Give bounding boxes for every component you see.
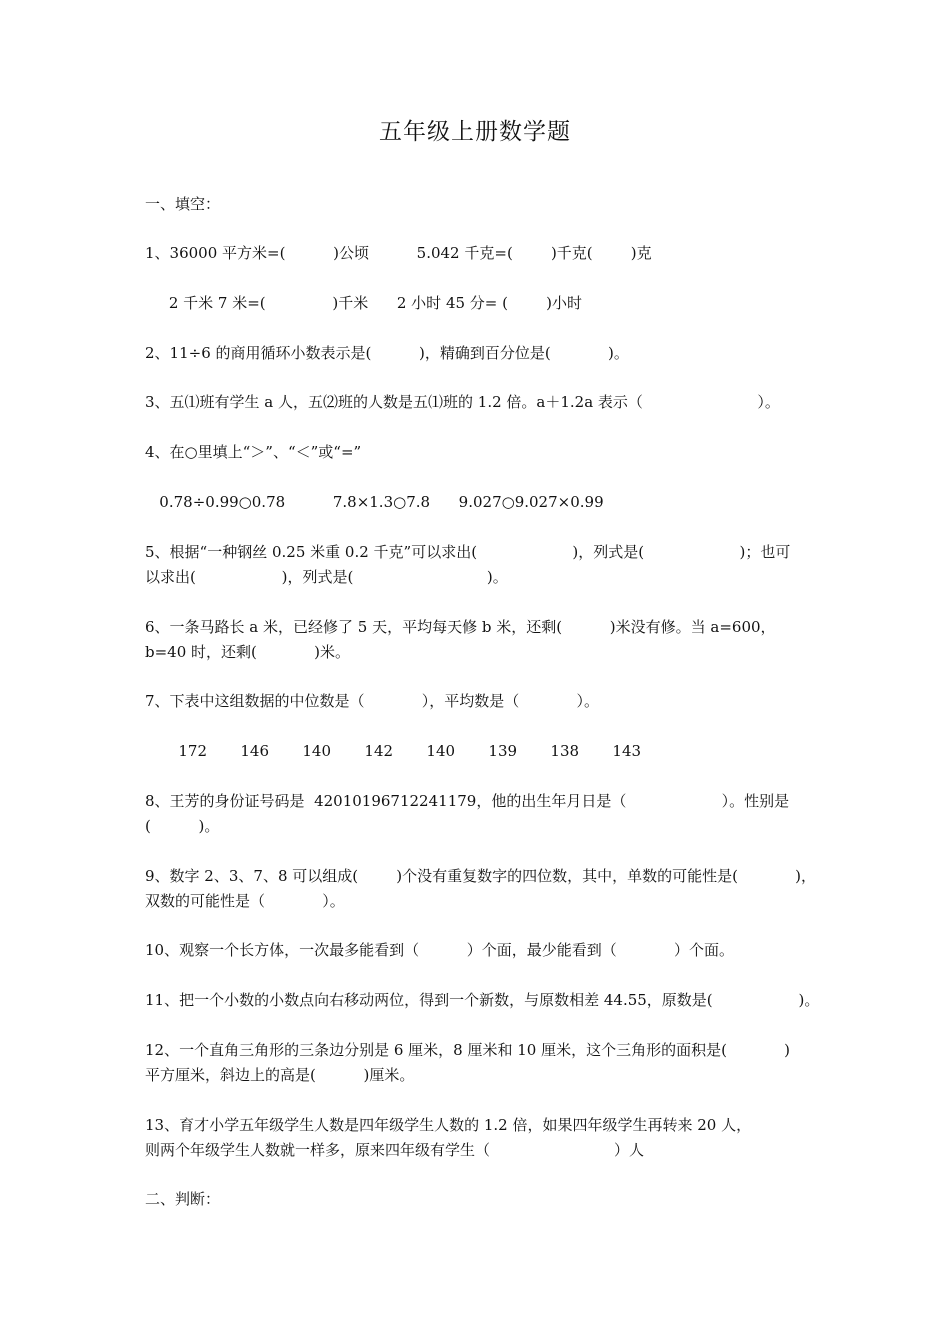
question-4-comparisons: 0.78÷0.99○0.78 7.8×1.3○7.8 9.027○9.027×0.99: [145, 493, 604, 511]
question-1-line-2: 2 千米 7 米=( )千米 2 小时 45 分= ( )小时: [145, 294, 582, 312]
section-heading-fill-blank: 一、填空：: [145, 195, 221, 213]
question-9-line-1: 9、数字 2、3、7、8 可以组成( )个没有重复数字的四位数，其中，单数的可能性是( )，: [145, 867, 817, 885]
question-7-data-row: 172 146 140 142 140 139 138 143: [145, 742, 642, 760]
question-13-line-2: 则两个年级学生人数就一样多，原来四年级有学生（ ）人: [145, 1141, 644, 1159]
question-1-line-1: 1、36000 平方米=( )公顷 5.042 千克=( )千克( )克: [145, 244, 652, 262]
question-5-line-1: 5、根据“一种钢丝 0.25 米重 0.2 千克”可以求出( )，列式是( )；也可: [145, 543, 791, 561]
page-title: 五年级上册数学题: [379, 119, 571, 145]
question-12-line-2: 平方厘米，斜边上的高是( )厘米。: [145, 1066, 415, 1084]
question-11: 11、把一个小数的小数点向右移动两位，得到一个新数，与原数相差 44.55，原数是( )。: [145, 991, 820, 1009]
question-8-line-1: 8、王芳的身份证号码是 42010196712241179，他的出生年月日是（ ）。性别是: [145, 792, 790, 810]
question-4: 4、在○里填上“＞”、“＜”或“=”: [145, 443, 362, 461]
section-heading-true-false: 二、判断：: [145, 1190, 221, 1208]
question-2: 2、11÷6 的商用循环小数表示是( )，精确到百分位是( )。: [145, 344, 629, 362]
question-8-line-2: ( )。: [145, 817, 220, 835]
question-6-line-1: 6、一条马路长 a 米，已经修了 5 天，平均每天修 b 米，还剩( )米没有修。当 a=600，: [145, 618, 776, 636]
question-10: 10、观察一个长方体，一次最多能看到（ ）个面，最少能看到（ ）个面。: [145, 941, 734, 959]
question-9-line-2: 双数的可能性是（ ）。: [145, 892, 345, 910]
question-3: 3、五⑴班有学生 a 人，五⑵班的人数是五⑴班的 1.2 倍。a＋1.2a 表示（ ）。: [145, 393, 780, 411]
question-6-line-2: b=40 时，还剩( )米。: [145, 643, 350, 661]
question-12-line-1: 12、一个直角三角形的三条边分别是 6 厘米，8 厘米和 10 厘米，这个三角形的面积是( ): [145, 1041, 791, 1059]
question-13-line-1: 13、育才小学五年级学生人数是四年级学生人数的 1.2 倍，如果四年级学生再转来 20 人，: [145, 1116, 752, 1134]
question-5-line-2: 以求出( )，列式是( )。: [145, 568, 508, 586]
question-7: 7、下表中这组数据的中位数是（ ），平均数是（ ）。: [145, 692, 599, 710]
